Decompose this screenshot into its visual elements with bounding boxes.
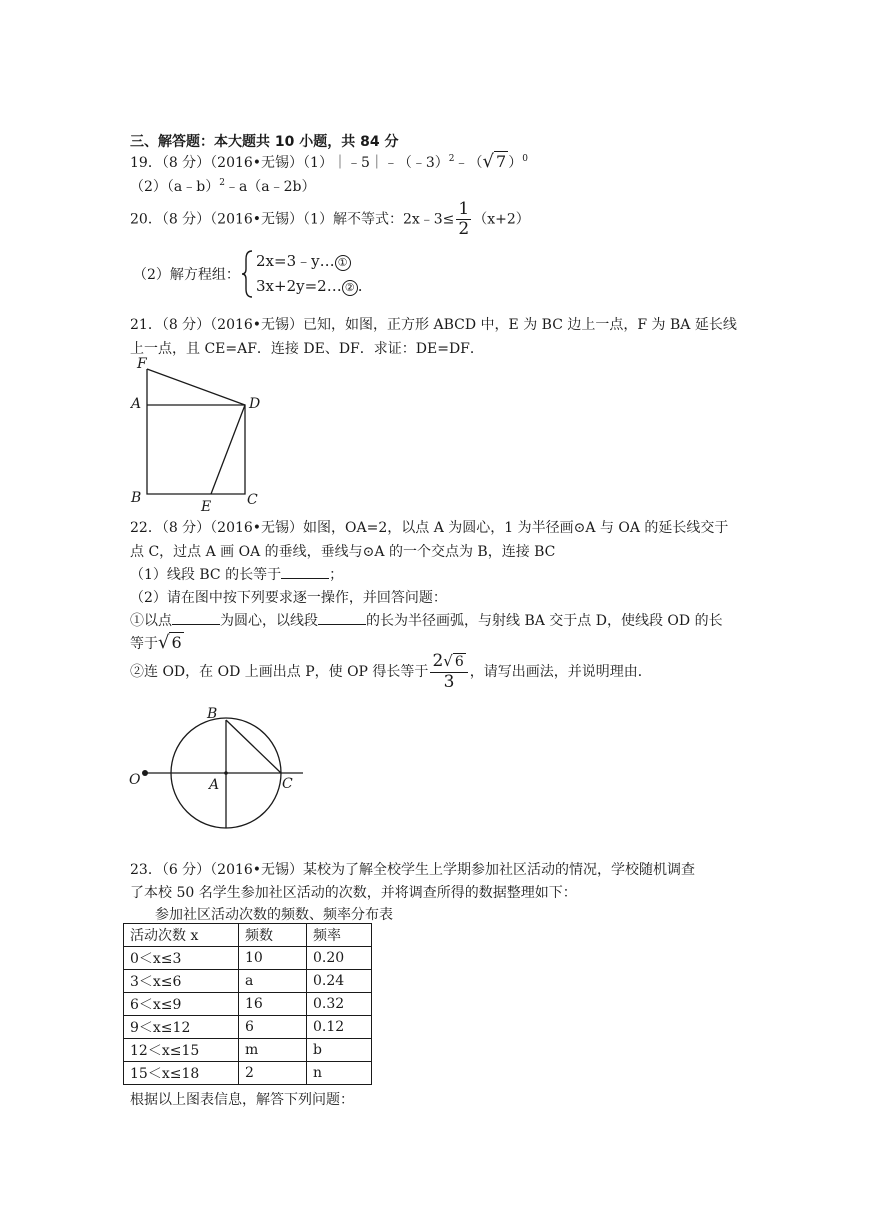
point-A — [224, 771, 228, 775]
q19-line2-rest: ﹣a（a﹣2b） — [224, 179, 316, 195]
q22-line3 — [130, 564, 343, 584]
table-cell: 0.12 — [307, 1016, 372, 1039]
table-row — [124, 947, 372, 970]
frequency-table — [123, 923, 372, 1085]
q22-line3-b: ； — [329, 567, 344, 583]
q21-line2: 上一点，且 CE=AF．连接 DE、DF．求证：DE=DF． — [130, 341, 484, 357]
table-caption: 参加社区活动次数的频数、频率分布表 — [155, 907, 393, 923]
q22-line7-a: ②连 OD，在 OD 上画出点 P，使 OP 得长等于 — [130, 664, 429, 680]
label-A: A — [209, 777, 220, 793]
q22-frac-den: 3 — [443, 672, 455, 692]
q23-line2: 了本校 50 名学生参加社区活动的次数，并将调查所得的数据整理如下： — [130, 885, 577, 901]
label-O: O — [129, 772, 141, 788]
q22-circle-figure — [125, 700, 315, 850]
q20-line1 — [130, 200, 530, 239]
header-cell: 活动次数 x — [124, 924, 239, 947]
q20-period: . — [357, 277, 363, 295]
q22-fraction — [430, 652, 467, 692]
q22-frac-coef: 2 — [432, 651, 444, 671]
q19-sqrt: √ 7 — [482, 151, 507, 172]
square-outline — [147, 369, 245, 494]
q22-frac-sqrt-val: 6 — [454, 654, 464, 670]
label-A: A — [131, 396, 142, 412]
label-E: E — [201, 499, 212, 515]
q22-line7-b: ，请写出画法，并说明理由． — [469, 664, 652, 680]
table-header-row — [124, 924, 372, 947]
q20-eq2-text: 3x+2y=2… — [256, 277, 342, 295]
q22-line7 — [130, 652, 652, 692]
q22-line2: 点 C，过点 A 画 OA 的垂线，垂线与⊙A 的一个交点为 B，连接 BC — [130, 544, 556, 560]
label-C: C — [282, 776, 293, 792]
label-C: C — [247, 492, 258, 508]
label-D: D — [249, 396, 261, 412]
table-cell: 9＜x≤12 — [124, 1016, 239, 1039]
table-cell: m — [239, 1039, 307, 1062]
q19-minus: ﹣（ — [454, 155, 483, 171]
q20-eq2-mark: ② — [342, 280, 358, 296]
table-cell: b — [307, 1039, 372, 1062]
table-cell: 0.32 — [307, 993, 372, 1016]
table-cell: 6＜x≤9 — [124, 993, 239, 1016]
section-title: 三、解答题：本大题共 10 小题，共 84 分 — [130, 134, 399, 150]
table-cell: 10 — [239, 947, 307, 970]
q20-text: 20．（8 分）（2016•无锡）（1）解不等式：2x﹣3≤ — [130, 211, 455, 228]
segment-FD — [147, 369, 245, 405]
q20-eq1 — [256, 250, 351, 271]
table-row — [124, 1039, 372, 1062]
q20-rest: （x+2） — [473, 211, 530, 228]
q19-prefix: 19．（8 分）（2016•无锡）（1） — [130, 155, 333, 171]
q22-line5-b: 为圆心，以线段 — [220, 613, 318, 629]
table-row — [124, 1016, 372, 1039]
q22-line5-c: 的长为半径画弧，与射线 BA 交于点 D，使线段 OD 的长 — [366, 613, 723, 629]
q19-line2-a: （2）（a﹣b） — [130, 179, 220, 195]
q22-sqrt6: √ 6 — [158, 632, 182, 653]
table-cell: 2 — [239, 1062, 307, 1085]
q20-eq1-text: 2x=3﹣y… — [256, 252, 335, 270]
q20-eq1-mark: ① — [335, 255, 351, 271]
q19-sqrt-val: 7 — [496, 152, 507, 171]
table-cell: 3＜x≤6 — [124, 970, 239, 993]
table-cell: 0.20 — [307, 947, 372, 970]
q21-line1: 21．（8 分）（2016•无锡）已知，如图，正方形 ABCD 中，E 为 BC 边上一点，F 为 BA 延长线 — [130, 317, 737, 333]
q21-square-figure — [125, 356, 275, 516]
q20-frac-den: 2 — [458, 219, 470, 239]
q20-line2-prefix: （2）解方程组： — [133, 267, 240, 283]
table-cell: a — [239, 970, 307, 993]
q20-fraction — [456, 200, 471, 239]
q22-line5 — [130, 610, 723, 630]
table-cell: n — [307, 1062, 372, 1085]
table-row — [124, 993, 372, 1016]
q22-blank-1 — [281, 564, 329, 579]
q19-line2 — [130, 176, 316, 196]
q20-frac-num: 1 — [458, 199, 470, 219]
q22-frac-num — [430, 652, 467, 673]
q22-blank-2 — [172, 610, 220, 625]
q23-line1: 23．（6 分）（2016•无锡）某校为了解全校学生上学期参加社区活动的情况，学校随机调查 — [130, 862, 696, 878]
segment-BC — [226, 720, 281, 773]
table-cell: 0＜x≤3 — [124, 947, 239, 970]
q19-exp2: 2 — [448, 154, 455, 164]
q22-line6-a: 等于 — [130, 636, 158, 652]
table-cell: 15＜x≤18 — [124, 1062, 239, 1085]
q19-exp0: 0 — [522, 154, 528, 164]
point-O — [142, 770, 148, 776]
q19-close: ） — [508, 155, 523, 171]
q19-line1 — [130, 151, 528, 172]
q22-line6 — [130, 632, 184, 653]
q19-expr: ｜﹣5｜﹣（﹣3） — [332, 155, 449, 171]
label-F: F — [137, 356, 147, 372]
q22-line5-a: ①以点 — [130, 613, 172, 629]
table-cell: 6 — [239, 1016, 307, 1039]
table-cell: 16 — [239, 993, 307, 1016]
q22-frac-sqrt: √ 6 — [443, 652, 464, 670]
label-B: B — [207, 706, 218, 722]
table-cell: 12＜x≤15 — [124, 1039, 239, 1062]
q23-after-table: 根据以上图表信息，解答下列问题： — [130, 1092, 354, 1108]
table-row — [124, 1062, 372, 1085]
q22-sqrt6-val: 6 — [171, 633, 182, 652]
q22-line4: （2）请在图中按下列要求逐一操作，并回答问题： — [130, 590, 447, 606]
q19-line2-exp: 2 — [219, 178, 225, 188]
header-cell: 频数 — [239, 924, 307, 947]
label-B: B — [131, 490, 142, 506]
table-row — [124, 970, 372, 993]
table-cell: 0.24 — [307, 970, 372, 993]
segment-DE — [211, 405, 245, 494]
q20-eq2 — [256, 277, 362, 296]
q22-blank-3 — [318, 610, 366, 625]
q22-line3-a: （1）线段 BC 的长等于 — [130, 567, 282, 583]
q20-brace — [240, 249, 254, 299]
q22-line1: 22．（8 分）（2016•无锡）如图，OA=2，以点 A 为圆心，1 为半径画⊙A 与 OA 的延长线交于 — [130, 520, 729, 536]
header-cell: 频率 — [307, 924, 372, 947]
